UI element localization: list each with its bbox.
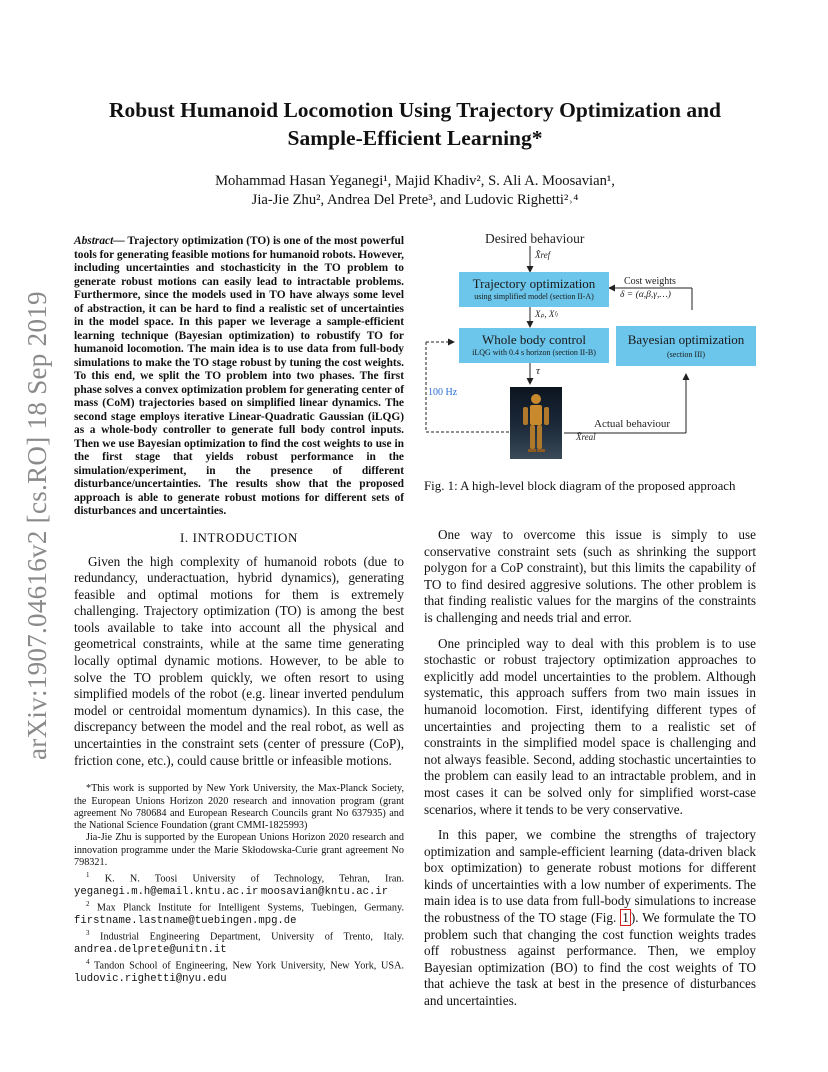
footnote-funding: *This work is supported by New York University, the Max-Planck Society, the European Unions Horizon 2020 research and innovation program (grant agreement No 780684 and European Research Councils grant No 637935) and the National Science Foundation (grant CMMI-1825993) [74,783,404,832]
authors-line-2: Jia-Jie Zhu², Andrea Del Prete³, and Ludovic Righetti²˒⁴ [251,192,579,208]
footnotes [74,783,404,985]
body-paragraph: In this paper, we combine the strengths of trajectory optimization and sample-efficient learning (data-driven black box optimization) to generate robust motions for different kinds of uncertainties with a low number of experiments. The main idea is to use data from full-body simulations to increase the robustness of the TO stage (Fig. 1 ). We formulate the TO problem such that changing the cost function weights trades off robustness against performance. Then, we employ Bayesian optimization (BO) to find the cost weights of TO that achieve the task at best in the presence of disturbances and uncertainties. [424,827,756,1009]
section-heading-introduction: I. INTRODUCTION [179,529,299,545]
humanoid-robot-icon [510,387,562,459]
body-paragraph: One principled way to deal with this problem is to use stochastic or robust trajectory optimization approaches to explicitly add model uncertainties to the problem. Although systematic, this approach suffers from two main issues in humanoid locomotion. First, identifying different types of uncertainties and projecting them to a realistic set of constraints in the simplified model space is challenging and not always feasible. Second, adding stochastic uncertainties to the problem can easily lead to an intractable problem, and in most cases it can be solved only for simplified worst-case scenarios, where it tends to be very conservative. [424,635,756,817]
delta-label: δ = (α,β,γ,…) [620,290,671,300]
bayesian-optimization-box: Bayesian optimization (section III) [616,326,756,366]
footnote-affil-1: $^1$ K. N. Toosi University of Technology, Tehran, Iran. yeganegi.m.h@email.kntu.ac.ir moosavian@kntu.ac.ir [74,871,405,898]
arxiv-stamp: arXiv:1907.04616v2 [cs.RO] 18 Sep 2019 [22,291,52,760]
actual-behaviour-label: Actual behaviour [594,418,671,430]
abstract-label: Abstract [74,235,114,247]
right-column [424,527,756,1019]
left-column [74,235,404,985]
xreal-label: X̂real [576,432,596,442]
author-list [100,172,730,210]
whole-body-control-box: Whole body control iLQG with 0.4 s horizon (section II-B) [459,328,609,363]
xref-label: X̂ref [535,250,551,260]
email-link[interactable]: moosavian@kntu.ac.ir [260,885,389,898]
cost-weights-label: Cost weights [624,276,676,287]
body-paragraph: One way to overcome this issue is simply to use conservative constraint sets (such as shrinking the support polygon for a CoP constraint), but this limits the capability of TO to find desired aggresive solutions. The other problem is that finding realistic values for the margins of the constraints is challenging and needs trial and error. [424,527,756,625]
tau-label: τ [536,365,540,377]
email-link[interactable]: andrea.delprete@unitn.it [74,943,227,956]
title-line-2: Sample-Efficient Learning* [287,126,543,150]
footnote-affil-2: $^2$ Max Planck Institute for Intelligent Systems, Tuebingen, Germany. firstname.lastname@tuebingen.mpg.de [74,900,404,927]
xs-label: Xₚ, Xᶠₗ [535,309,558,319]
desired-behaviour-label: Desired behaviour [485,231,585,246]
robot-simulation-image [510,387,562,459]
authors-line-1: Mohammad Hasan Yeganegi¹, Majid Khadiv², S. Ali A. Moosavian¹, [215,173,615,189]
email-link[interactable]: firstname.lastname@tuebingen.mpg.de [74,914,297,927]
footnote-jjz: Jia-Jie Zhu is supported by the European Unions Horizon 2020 research and innovation programme under the Marie Skłodowska-Curie grant agreement No 798321. [74,832,404,868]
email-link[interactable]: yeganegi.m.h@email.kntu.ac.ir [74,885,259,898]
frequency-label: 100 Hz [428,387,458,398]
footnote-affil-4: $^4$ Tandon School of Engineering, New York University, New York, USA. ludovic.righetti@nyu.edu [74,958,404,985]
block-diagram-figure [424,228,756,443]
trajectory-optimization-box: Trajectory optimization using simplified model (section II-A) [459,272,609,307]
figure-caption: Fig. 1: A high-level block diagram of the proposed approach [424,479,736,493]
paper-title [70,96,760,152]
abstract [74,235,404,519]
email-link[interactable]: ludovic.righetti@nyu.edu [74,972,227,985]
footnote-affil-3: $^3$ Industrial Engineering Department, University of Trento, Italy. andrea.delprete@unitn.it [74,929,404,956]
title-line-1: Robust Humanoid Locomotion Using Trajectory Optimization and [109,98,721,122]
intro-paragraph: Given the high complexity of humanoid robots (due to redundancy, underactuation, hybrid dynamics), generating feasible and optimal motions for them is extremely challenging. Trajectory optimization (TO) is among the best tools available to take into account all the physical and geometrical constraints, while at the same time generating locally optimal dynamic motions. However, to be able to solve the TO problem quickly, we often resort to using simplified models of the robot (e.g. linear inverted pendulum model or centroidal momentum dynamics). In this case, the discrepancy between the model and the real robot, as well as uncertainties in the constraint sets (center of pressure (CoP), friction cone, etc.), could cause brittle or infeasible motions. [74,553,404,768]
abstract-text: — Trajectory optimization (TO) is one of the most powerful tools for generating feasible motions for humanoid robots. However, including uncertainties and stochasticity in the TO problem to generate robust motions can easily lead to intractable problems. Furthermore, since the models used in TO have always some level of abstraction, it can be hard to find a realistic set of uncertainties in the model space. In this paper we leverage a sample-efficient learning technique (Bayesian optimization) to robustify TO for humanoid locomotion. The main idea is to use data from full-body simulations to make the TO stage robust by tuning the cost weights. To this end, we split the TO problem into two phases. The first phase solves a convex optimization problem for generating center of mass (CoM) trajectories based on simplified linear dynamics. The second stage employs iterative Linear-Quadratic Gaussian (iLQG) as a whole-body controller to generate full body control inputs. Then we use Bayesian optimization to find the cost weights to use in the first stage that yields robust performance in the simulation/experiment, in the presence of different disturbance/uncertainties. The results show that the proposed approach is able to generate robust motions for different sets of disturbances and uncertainties. [74,235,404,517]
figure-reference-link[interactable]: 1 [622,910,629,926]
